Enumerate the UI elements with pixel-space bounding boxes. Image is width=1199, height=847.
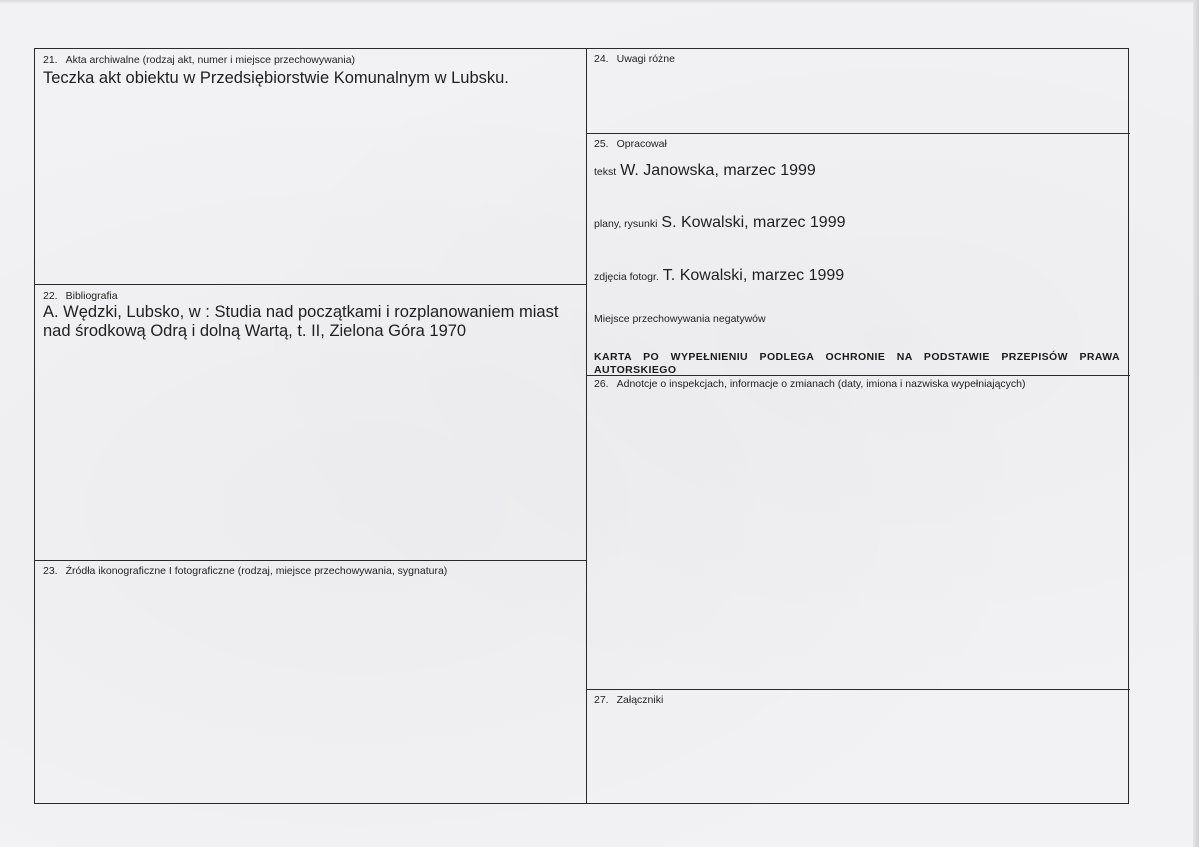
- scan-edge-right: [1193, 0, 1199, 847]
- field-27-number: 27.: [594, 694, 609, 706]
- field-26-label: [594, 378, 1026, 390]
- field-23-number: 23.: [43, 565, 58, 577]
- field-25-text-value: W. Janowska, marzec 1999: [620, 162, 816, 179]
- copyright-notice-line1: KARTA PO WYPEŁNIENIU PODLEGA OCHRONIE NA PODSTAWIE PRZEPISÓW PRAWA: [594, 351, 1120, 363]
- field-21-label: [43, 54, 355, 66]
- field-23-label: [43, 565, 447, 577]
- field-22-value-line2: nad środkową Odrą i dolną Wartą, t. II, Zielona Góra 1970: [43, 322, 467, 340]
- field-26-caption: Adnotcje o inspekcjach, informacje o zmianach (daty, imiona i nazwiska wypełniających): [616, 378, 1026, 390]
- divider-26-27: [586, 689, 1130, 690]
- field-23-caption: Źródła ikonograficzne I fotograficzne (rodzaj, miejsce przechowywania, sygnatura): [65, 565, 448, 577]
- field-25-plans-row: [594, 214, 846, 232]
- scan-edge-top: [0, 0, 1199, 4]
- field-22-number: 22.: [43, 290, 58, 302]
- field-25-photos-value: T. Kowalski, marzec 1999: [662, 267, 845, 284]
- field-25-text-row: [594, 162, 816, 180]
- field-24-label: [594, 53, 675, 65]
- divider-21-22: [35, 284, 586, 285]
- field-22-caption: Bibliografia: [65, 290, 118, 302]
- field-25-photos-label: zdjęcia fotogr.: [594, 271, 659, 283]
- divider-22-23: [35, 560, 586, 561]
- field-27-caption: Załączniki: [616, 694, 664, 706]
- field-22-value-line1: A. Wędzki, Lubsko, w : Studia nad początkami i rozplanowaniem miast: [43, 303, 559, 321]
- field-25-plans-value: S. Kowalski, marzec 1999: [661, 214, 846, 231]
- field-25-number: 25.: [594, 138, 609, 150]
- field-22-label: [43, 290, 118, 302]
- copyright-notice-line2: AUTORSKIEGO: [594, 364, 677, 376]
- field-25-plans-label: plany, rysunki: [594, 218, 658, 230]
- field-25-caption: Opracował: [616, 138, 667, 150]
- field-25-photos-row: [594, 267, 844, 285]
- field-21-caption: Akta archiwalne (rodzaj akt, numer i miejsce przechowywania): [65, 54, 356, 66]
- field-25-label: [594, 138, 667, 150]
- field-26-number: 26.: [594, 378, 609, 390]
- field-21-number: 21.: [43, 54, 58, 66]
- field-24-caption: Uwagi różne: [616, 53, 675, 65]
- field-21-value: Teczka akt obiektu w Przedsiębiorstwie Komunalnym w Lubsku.: [43, 69, 509, 87]
- divider-24-25: [586, 133, 1130, 134]
- field-25-negatives-label: Miejsce przechowywania negatywów: [594, 313, 766, 325]
- field-25-text-label: tekst: [594, 166, 617, 178]
- field-27-label: [594, 694, 663, 706]
- record-form: [34, 48, 1129, 804]
- field-24-number: 24.: [594, 53, 609, 65]
